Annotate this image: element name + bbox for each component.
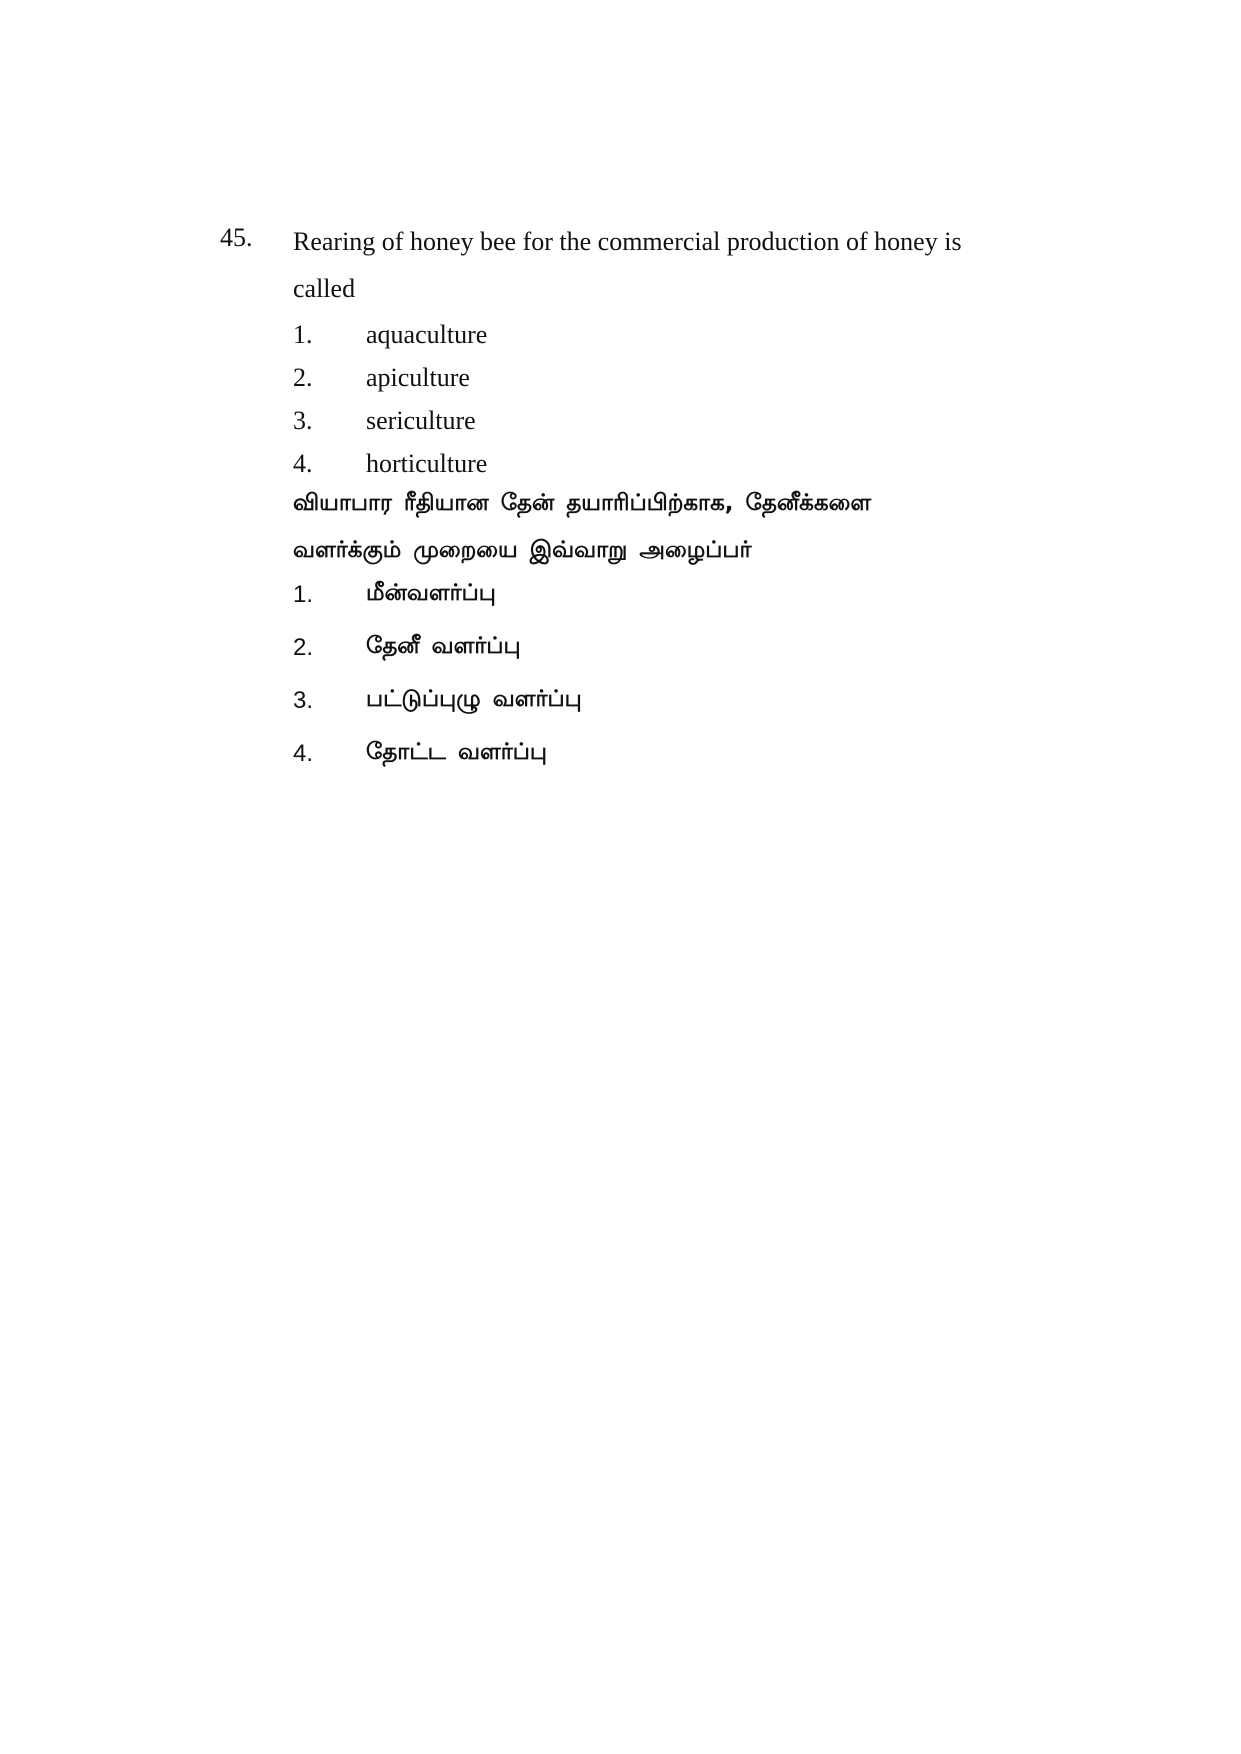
- option-english-4: [293, 442, 893, 485]
- option-text: தேனீ வளர்ப்பு: [366, 633, 521, 659]
- option-text: பட்டுப்புழு வளர்ப்பு: [366, 686, 582, 712]
- question-number: 45.: [220, 223, 253, 252]
- option-number: 3.: [293, 686, 314, 714]
- option-tamil-4: [293, 727, 893, 780]
- option-number: 2.: [293, 633, 314, 661]
- option-text: horticulture: [366, 448, 488, 478]
- option-text: தோட்ட வளர்ப்பு: [366, 739, 547, 765]
- option-number: 2.: [293, 362, 313, 392]
- question-text-english: Rearing of honey bee for the commercial production of honey is called: [293, 227, 962, 303]
- option-text: sericulture: [366, 405, 476, 435]
- options-tamil: [293, 568, 893, 780]
- question-text-tamil: வியாபார ரீதியான தேன் தயாரிப்பிற்காக, தேனீக்களை வளர்க்கும் முறையை இவ்வாறு அழைப்பர்: [293, 490, 872, 563]
- option-english-1: [293, 313, 893, 356]
- option-english-3: [293, 399, 893, 442]
- option-number: 4.: [293, 448, 313, 478]
- option-number: 4.: [293, 739, 314, 767]
- option-number: 1.: [293, 580, 314, 608]
- option-english-2: [293, 356, 893, 399]
- option-number: 3.: [293, 405, 313, 435]
- option-text: aquaculture: [366, 319, 488, 349]
- options-english: [293, 313, 893, 485]
- option-text: மீன்வளர்ப்பு: [366, 580, 496, 606]
- option-tamil-3: [293, 674, 893, 727]
- option-number: 1.: [293, 319, 313, 349]
- option-tamil-1: [293, 568, 893, 621]
- option-tamil-2: [293, 621, 893, 674]
- option-text: apiculture: [366, 362, 470, 392]
